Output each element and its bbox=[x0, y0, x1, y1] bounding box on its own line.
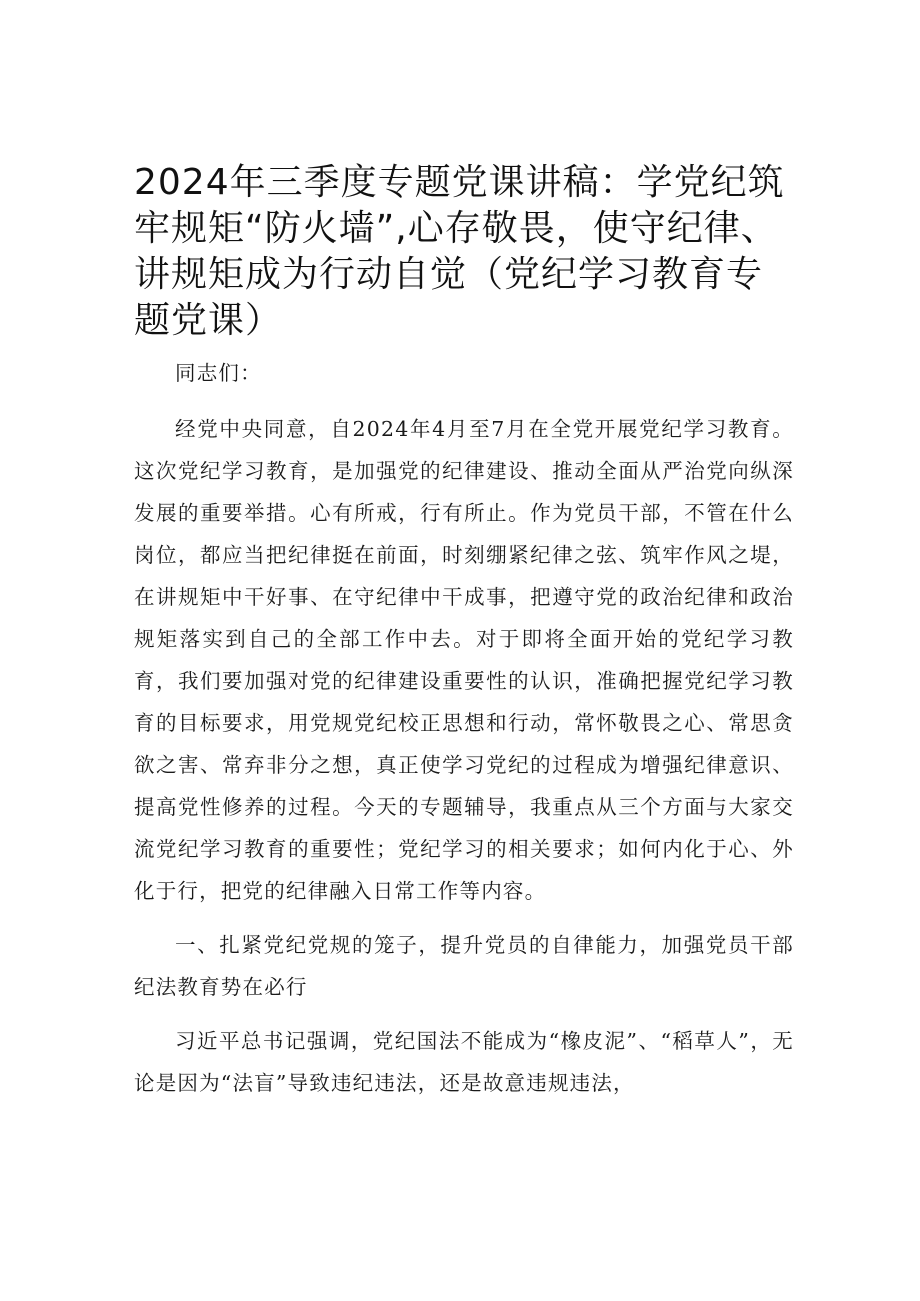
section-heading: 一、扎紧党纪党规的笼子，提升党员的自律能力，加强党员干部纪法教育势在必行 bbox=[134, 933, 794, 999]
document-title: 2024年三季度专题党课讲稿：学党纪筑牢规矩“防火墙”,心存敬畏，使守纪律、讲规矩成为行动自觉（党纪学习教育专题党课） bbox=[134, 162, 785, 341]
intro-paragraph: 经党中央同意，自2024年4月至7月在全党开展党纪学习教育。这次党纪学习教育，是加强党的纪律建设、推动全面从严治党向纵深发展的重要举措。心有所戒，行有所止。作为党员干部，不管在什么岗位，都应当把纪律挺在前面，时刻绷紧纪律之弦、筑牢作风之堤，在讲规矩中干好事、在守纪律中干成事，把遵守党的政治纪律和政治规矩落实到自己的全部工作中去。对于即将全面开始的党纪学习教育，我们要加强对党的纪律建设重要性的认识，准确把握党纪学习教育的目标要求，用党规党纪校正思想和行动，常怀敬畏之心、常思贪欲之害、常弃非分之想，真正使学习党纪的过程成为增强纪律意识、提高党性修养的过程。今天的专题辅导，我重点从三个方面与大家交流党纪学习教育的重要性；党纪学习的相关要求；如何内化于心、外化于行，把党的纪律融入日常工作等内容。 bbox=[134, 417, 794, 903]
closing-paragraph: 习近平总书记强调，党纪国法不能成为“橡皮泥”、“稻草人”，无论是因为“法盲”导致违纪违法，还是故意违规违法， bbox=[134, 1029, 794, 1095]
document-body bbox=[134, 352, 794, 1116]
greeting: 同志们： bbox=[175, 361, 262, 385]
